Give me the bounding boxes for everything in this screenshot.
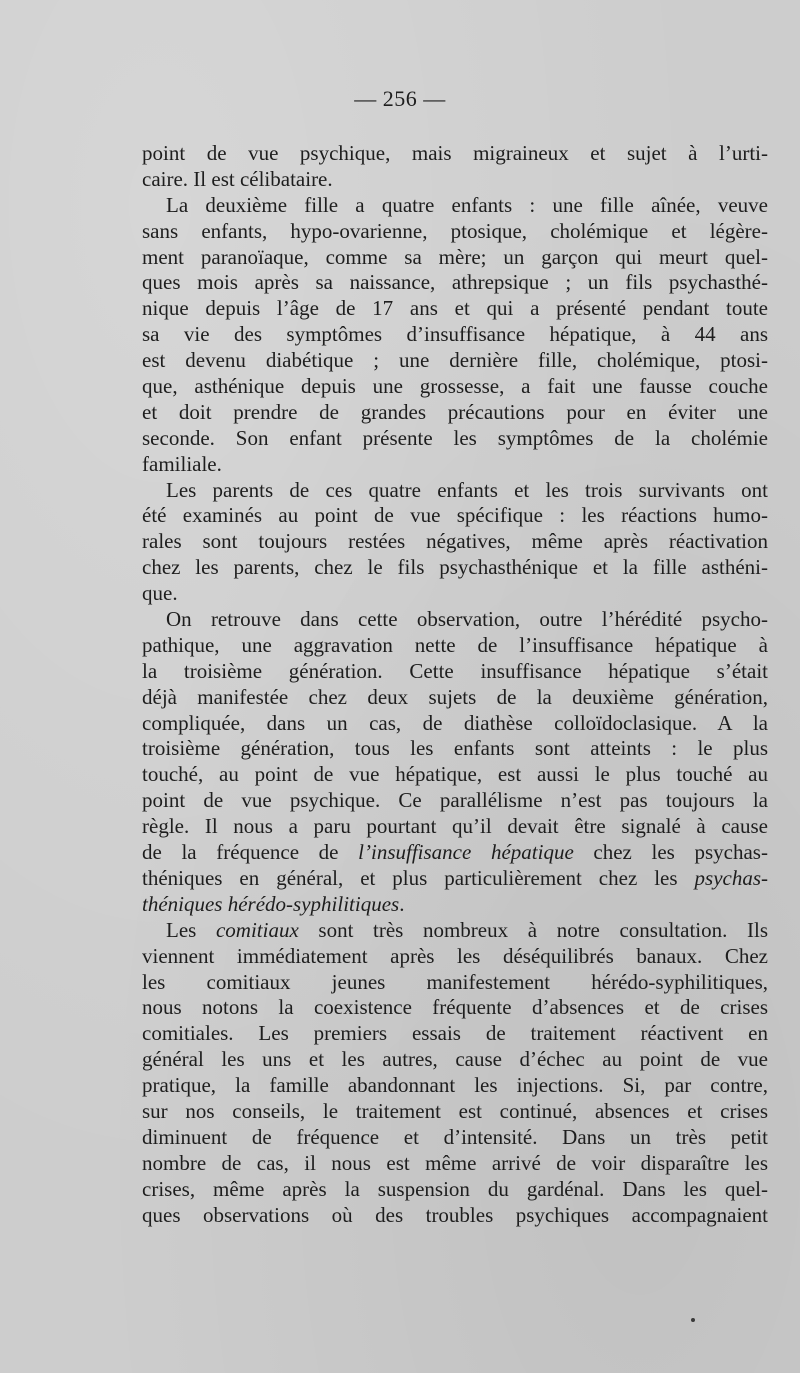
text-line: les comitiaux jeunes manifestement hérédo-syphilitiques, (142, 969, 768, 994)
text-line: comitiales. Les premiers essais de traitement réactivent en (142, 1021, 768, 1046)
italic-text-segment: comitiaux (215, 917, 299, 942)
text-line: nombre de cas, il nous est même arrivé de voir disparaître les (142, 1150, 768, 1175)
text-segment: chez les psychas- (573, 840, 768, 865)
italic-text-segment: théniques hérédo-syphilitiques (142, 891, 400, 916)
ink-speck (691, 1318, 695, 1322)
text-segment: de la fréquence de (142, 840, 359, 865)
text-line: pathique, une aggravation nette de l’insuffisance hépatique à (142, 632, 768, 657)
text-line: rales sont toujours restées négatives, même après réactivation (142, 529, 768, 554)
text-line (142, 892, 768, 918)
text-line: seconde. Son enfant présente les symptômes de la cholémie (142, 425, 768, 450)
text-line: sans enfants, hypo-ovarienne, ptosique, cholémique et légère- (142, 218, 768, 243)
text-line: nique depuis l’âge de 17 ans et qui a présenté pendant toute (142, 296, 768, 321)
text-line: viennent immédiatement après les déséquilibrés banaux. Chez (142, 943, 768, 968)
page-number: — 256 — (354, 86, 446, 111)
text-line: familiale. (142, 451, 222, 476)
text-line: La deuxième fille a quatre enfants : une fille aînée, veuve (166, 192, 768, 217)
text-line: sur nos conseils, le traitement est continué, absences et crises (142, 1098, 768, 1123)
text-line: Les parents de ces quatre enfants et les trois survivants ont (166, 477, 768, 502)
text-line: que. (142, 581, 178, 606)
text-line (142, 840, 768, 866)
text-line: pratique, la famille abandonnant les injections. Si, par contre, (142, 1073, 768, 1098)
text-line: compliquée, dans un cas, de diathèse colloïdoclasique. A la (142, 710, 768, 735)
text-line: chez les parents, chez le fils psychasthénique et la fille asthéni- (142, 555, 768, 580)
text-line: ques mois après sa naissance, athrepsique ; un fils psychasthé- (142, 270, 768, 295)
italic-text-segment: psychas- (694, 865, 768, 890)
body-text (142, 141, 768, 1228)
italic-text-segment: l’insuffisance hépatique (358, 840, 574, 865)
text-line (142, 918, 768, 944)
text-line: est devenu diabétique ; une dernière fille, cholémique, ptosi- (142, 348, 768, 373)
text-line: ques observations où des troubles psychiques accompagnaient (142, 1202, 768, 1227)
text-line: général les uns et les autres, cause d’échec au point de vue (142, 1047, 768, 1072)
text-line (142, 866, 768, 892)
text-line: caire. Il est célibataire. (142, 166, 333, 191)
text-line: été examinés au point de vue spécifique : les réactions humo- (142, 503, 768, 528)
text-segment: sont très nombreux à notre consultation. Ils (298, 917, 768, 942)
text-line: point de vue psychique, mais migraineux et sujet à l’urti- (142, 141, 768, 165)
text-line: crises, même après la suspension du gardénal. Dans les quel- (142, 1176, 768, 1201)
text-line: que, asthénique depuis une grossesse, a fait une fausse couche (142, 374, 768, 399)
text-line: ment paranoïaque, comme sa mère; un garçon qui meurt quel- (142, 244, 768, 269)
text-line: troisième génération, tous les enfants sont atteints : le plus (142, 736, 768, 761)
text-line: point de vue psychique. Ce parallélisme n’est pas toujours la (142, 788, 768, 813)
text-line: sa vie des symptômes d’insuffisance hépatique, à 44 ans (142, 322, 768, 347)
text-line: la troisième génération. Cette insuffisance hépatique s’était (142, 658, 768, 683)
text-line: nous notons la coexistence fréquente d’absences et de crises (142, 995, 768, 1020)
text-line: déjà manifestée chez deux sujets de la deuxième génération, (142, 684, 768, 709)
text-line: diminuent de fréquence et d’intensité. Dans un très petit (142, 1124, 768, 1149)
text-segment: . (399, 891, 405, 916)
text-line: et doit prendre de grandes précautions pour en éviter une (142, 399, 768, 424)
text-segment: Les (166, 917, 216, 942)
text-line: On retrouve dans cette observation, outre l’hérédité psycho- (166, 607, 768, 632)
text-line: touché, au point de vue hépatique, est aussi le plus touché au (142, 762, 768, 787)
text-segment: théniques en général, et plus particulièrement chez les (142, 865, 695, 890)
text-line: règle. Il nous a paru pourtant qu’il devait être signalé à cause (142, 814, 768, 839)
